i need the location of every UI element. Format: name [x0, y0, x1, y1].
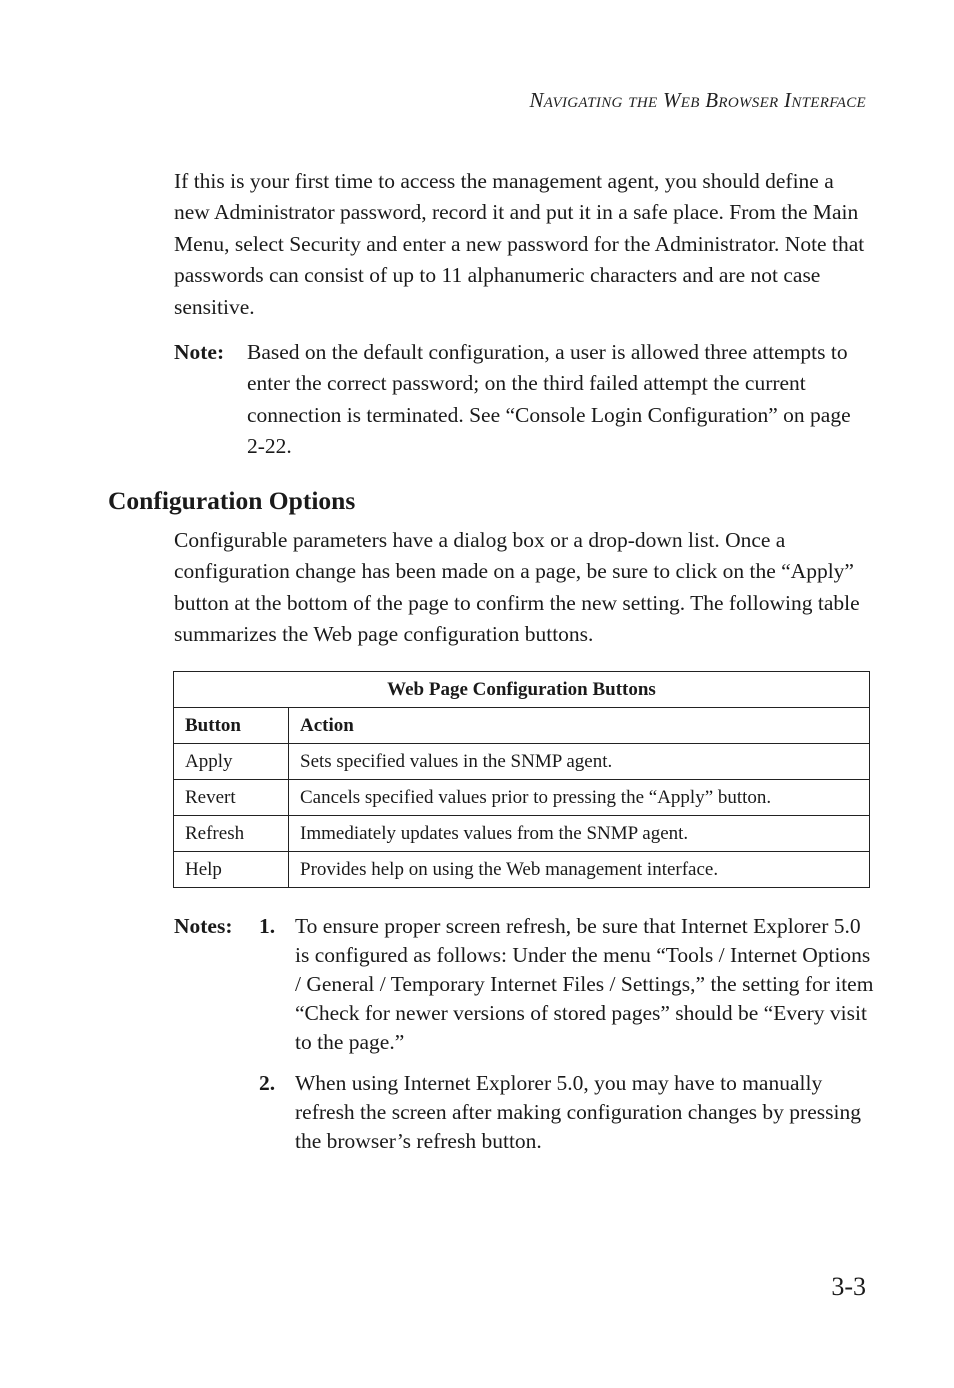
table-cell-button: Apply — [174, 744, 289, 780]
table-cell-button: Revert — [174, 780, 289, 816]
note — [174, 337, 866, 463]
table-cell-action: Cancels specified values prior to pressing the “Apply” button. — [289, 780, 870, 816]
notes-block — [174, 912, 874, 1156]
table-header-row — [174, 708, 870, 744]
table-cell-action: Provides help on using the Web management interface. — [289, 852, 870, 888]
intro-paragraph: If this is your first time to access the management agent, you should define a new Administrator password, record it and put it in a safe place. From the Main Menu, select Security and enter a new password for the Administrator. Note that passwords can consist of up to 11 alphanumeric characters and are not case sensitive. — [174, 169, 865, 319]
column-header-action: Action — [289, 708, 870, 744]
table-caption-row — [174, 672, 870, 708]
config-buttons-table — [173, 671, 870, 888]
table-cell-action: Sets specified values in the SNMP agent. — [289, 744, 870, 780]
note-label: Note: — [174, 340, 225, 364]
notes-item-number: 2. — [259, 1071, 276, 1095]
table-row — [174, 852, 870, 888]
section-heading: Configuration Options — [108, 486, 356, 515]
notes-item-number: 1. — [259, 914, 276, 938]
table-row — [174, 780, 870, 816]
table-cell-button: Refresh — [174, 816, 289, 852]
table-row — [174, 816, 870, 852]
column-header-button: Button — [174, 708, 289, 744]
table-caption: Web Page Configuration Buttons — [174, 672, 870, 708]
notes-item-text: To ensure proper screen refresh, be sure that Internet Explorer 5.0 is configured as follows: Under the menu “Tools / Internet Options / General / Temporary Internet Files / Settings,” the setting for item “Check for newer versions of stored pages” should be “Every visit to the page.” — [295, 914, 874, 1054]
section-paragraph: Configurable parameters have a dialog box or a drop-down list. Once a configuration change has been made on a page, be sure to click on the “Apply” button at the bottom of the page to confirm the new setting. The following table summarizes the Web page configuration buttons. — [174, 528, 860, 647]
notes-item — [174, 1069, 874, 1156]
table-row — [174, 744, 870, 780]
table-cell-button: Help — [174, 852, 289, 888]
table-cell-action: Immediately updates values from the SNMP agent. — [289, 816, 870, 852]
notes-item — [174, 912, 874, 1057]
running-head: Navigating the Web Browser Interface — [529, 88, 866, 112]
notes-item-text: When using Internet Explorer 5.0, you may have to manually refresh the screen after making configuration changes by pressing the browser’s refresh button. — [295, 1071, 861, 1153]
page-number: 3-3 — [831, 1272, 866, 1301]
notes-label: Notes: — [174, 914, 233, 938]
note-text: Based on the default configuration, a user is allowed three attempts to enter the correct password; on the third failed attempt the current connection is terminated. See “Console Login Configuration” on page 2-22. — [247, 340, 851, 459]
